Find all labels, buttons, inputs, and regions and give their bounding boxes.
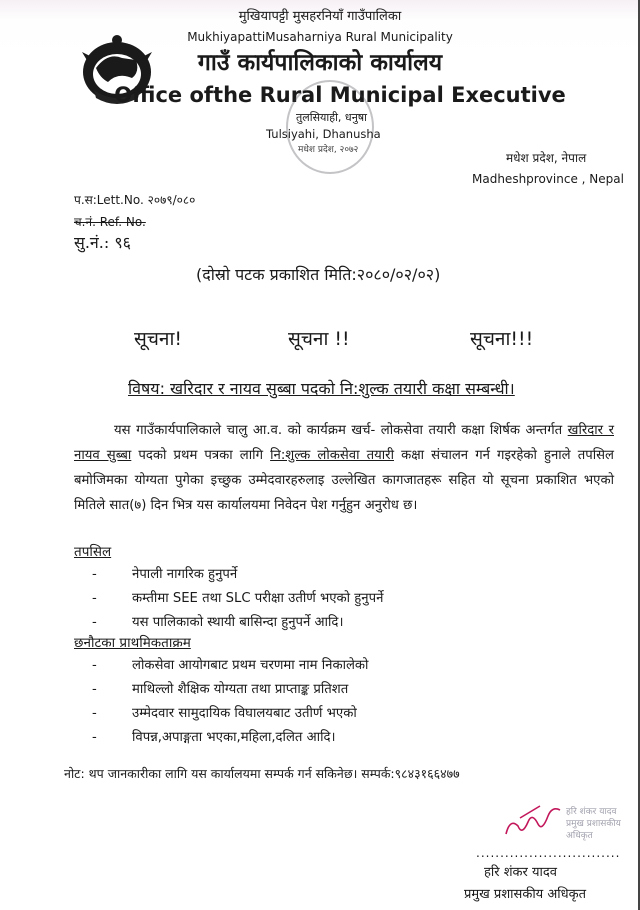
list-item-text: विपन्न,अपाङ्गता भएका,महिला,दलित आदि। (132, 730, 336, 745)
address-en: Tulsiyahi, Dhanusha (266, 127, 381, 141)
bullet-dash: - (92, 658, 97, 673)
notice-number: सु.नं.: ९६ (74, 233, 131, 252)
list-item-text: नेपाली नागरिक हुनुपर्ने (132, 567, 238, 582)
body-text: कक्षा संचालन गर्न गइरहेको हुनाले तपसिल बमोजिमका योग्यता पुगेका इच्छुक उम्मेदवारहरुलाइ उल्लेखित कागजातहरू सहित यो सूचना प्रकाशित भएको मितिले सात(७) दिन भित्र यस कार्यालयमा निवेदन पेश गर्नुहुन अनुरोध छ। (74, 448, 614, 513)
signature-line: .............................. (476, 846, 621, 860)
bullet-dash: - (92, 615, 97, 630)
bullet-dash: - (92, 730, 97, 745)
seal-text: हरि शंकर यादव प्रमुख प्रशासकीय अधिकृत (566, 807, 621, 841)
list-item-text: उम्मेदवार सामुदायिक विघालयबाट उतीर्ण भएको (132, 706, 357, 721)
letter-number: प.स:Lett.No. २०७९/०८० (74, 193, 196, 207)
signature-icon (500, 800, 570, 842)
body-text: यस गाउँकार्यपालिकाले चालु आ.व. को कार्यक्रम खर्च- लोकसेवा तयारी कक्षा शिर्षक अन्तर्गत (114, 423, 563, 438)
address-np: तुलसियाही, धनुषा (296, 111, 368, 124)
signatory-name: हरि शंकर यादव (484, 865, 558, 880)
province-en: Madheshprovince , Nepal (472, 172, 624, 186)
contact-note: नोट: थप जानकारीका लागि यस कार्यालयमा सम्पर्क गर्न सकिनेछ। सम्पर्क:९८४३१६६४७७ (64, 766, 460, 781)
notice-heading: सूचना!!! (470, 328, 534, 350)
signatory-title: प्रमुख प्रशासकीय अधिकृत (464, 887, 587, 902)
list-item (92, 611, 383, 635)
bullet-dash: - (92, 706, 97, 721)
list-item (92, 726, 368, 750)
list-item-text: माथिल्लो शैक्षिक योग्यता तथा प्राप्ताङ्क प्रतिशत (132, 682, 349, 697)
free-class-text: नि:शुल्क लोकसेवा तयारी (270, 448, 394, 463)
subject-line: विषय: खरिदार र नायव सुब्बा पदको नि:शुल्क तयारी कक्षा सम्बन्धी। (128, 379, 515, 398)
list-item (92, 678, 368, 702)
body-text: पदको प्रथम पत्रका लागि (131, 448, 271, 463)
post-names: खरिदार र नायव सुब्बा (74, 423, 614, 463)
list-item-text: कम्तीमा SEE तथा SLC परीक्षा उतीर्ण भएको हुनुपर्ने (132, 591, 384, 606)
requirements-list (92, 563, 383, 635)
bullet-dash: - (92, 567, 97, 582)
requirements-heading: तपसिल (74, 544, 112, 560)
notice-heading: सूचना! (134, 328, 182, 350)
priority-heading: छनौटका प्राथमिकताक्रम (74, 635, 191, 651)
bullet-dash: - (92, 591, 97, 606)
list-item (92, 654, 368, 678)
municipality-name-en: MukhiyapattiMusaharniya Rural Municipality (187, 30, 453, 44)
priority-list (92, 654, 368, 750)
reference-number: च.नं. Ref. No. (74, 215, 146, 229)
list-item-text: लोकसेवा आयोगबाट प्रथम चरणमा नाम निकालेको (132, 658, 369, 673)
list-item (92, 587, 383, 611)
body-paragraph (74, 418, 614, 518)
office-title-en: Office ofthe Rural Municipal Executive (114, 83, 566, 107)
municipality-name-np: मुखियापट्टी मुसहरनियाँ गाउँपालिका (238, 9, 402, 24)
bullet-dash: - (92, 682, 97, 697)
province-np: मधेश प्रदेश, नेपाल (506, 151, 587, 165)
publication-date: (दोस्रो पटक प्रकाशित मिति:२०८०/०२/०२) (196, 265, 441, 284)
notice-heading: सूचना !! (288, 328, 350, 350)
office-title-np: गाउँ कार्यपालिकाको कार्यालय (197, 50, 443, 76)
stamp-text: मधेश प्रदेश, २०७२ (298, 145, 359, 155)
list-item (92, 702, 368, 726)
list-item (92, 563, 383, 587)
list-item-text: यस पालिकाको स्थायी बासिन्दा हुनुपर्ने आदि। (132, 615, 344, 630)
